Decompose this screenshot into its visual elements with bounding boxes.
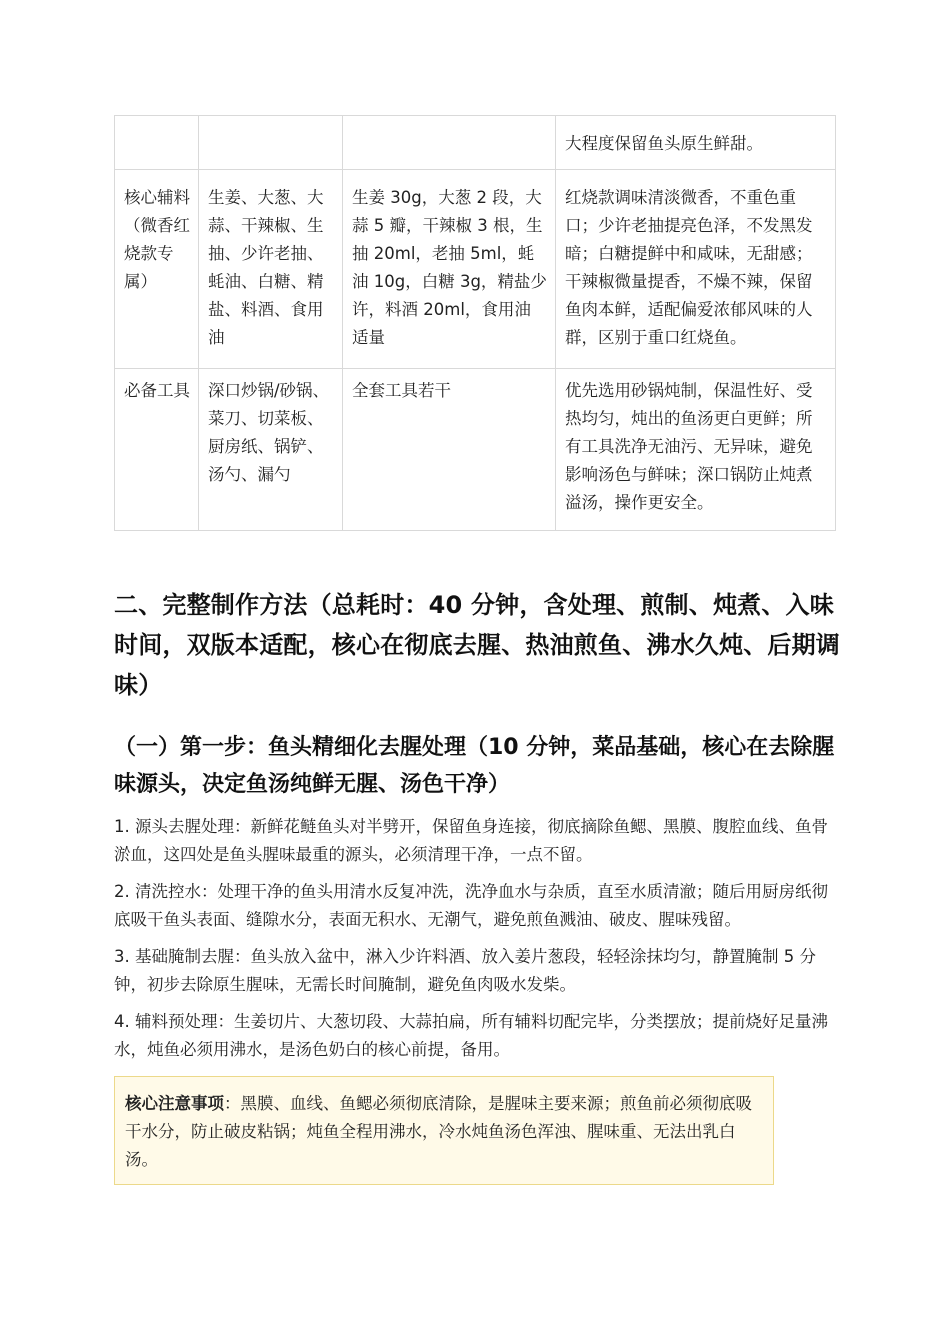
table-row [115,170,836,369]
table-row [115,116,836,170]
note-callout [114,1076,774,1185]
note-label: 核心注意事项 [125,1094,224,1113]
note-text: ：黑膜、血线、鱼鳃必须彻底清除，是腥味主要来源；煎鱼前必须彻底吸干水分，防止破皮粘锅；炖鱼全程用沸水，冷水炖鱼汤色浑浊、腥味重、无法出乳白汤。 [125,1094,752,1169]
step-heading: （一）第一步：鱼头精细化去腥处理（10 分钟，菜品基础，核心在去除腥味源头，决定鱼汤纯鲜无腥、汤色干净） [114,735,835,797]
table-cell: 生姜 30g，大葱 2 段，大蒜 5 瓣，干辣椒 3 根，生抽 20ml，老抽 5ml，蚝油 10g，白糖 3g，精盐少许，料酒 20ml，食用油适量 [343,170,556,369]
table-row [115,369,836,531]
table-cell [115,116,199,170]
list-item: 2. 清洗控水：处理干净的鱼头用清水反复冲洗，洗净血水与杂质，直至水质清澈；随后用厨房纸彻底吸干鱼头表面、缝隙水分，表面无积水、无潮气，避免煎鱼溅油、破皮、腥味残留。 [114,882,828,929]
section-heading: 二、完整制作方法（总耗时：40 分钟，含处理、煎制、炖煮、入味时间，双版本适配，核心在彻底去腥、热油煎鱼、沸水久炖、后期调味） [114,591,840,699]
table-cell: 大程度保留鱼头原生鲜甜。 [556,116,836,170]
step-list [114,813,844,1073]
table-cell: 核心辅料（微香红烧款专属） [115,170,199,369]
table-cell: 必备工具 [115,369,199,531]
table-cell [343,116,556,170]
list-item: 1. 源头去腥处理：新鲜花鲢鱼头对半劈开，保留鱼身连接，彻底摘除鱼鳃、黑膜、腹腔血线、鱼骨淤血，这四处是鱼头腥味最重的源头，必须清理干净，一点不留。 [114,817,828,864]
ingredients-table [114,115,836,531]
table-cell: 全套工具若干 [343,369,556,531]
table-cell: 深口炒锅/砂锅、菜刀、切菜板、厨房纸、锅铲、汤勺、漏勺 [199,369,343,531]
table-cell: 生姜、大葱、大蒜、干辣椒、生抽、少许老抽、蚝油、白糖、精盐、料酒、食用油 [199,170,343,369]
table-cell: 优先选用砂锅炖制，保温性好、受热均匀，炖出的鱼汤更白更鲜；所有工具洗净无油污、无异味，避免影响汤色与鲜味；深口锅防止炖煮溢汤，操作更安全。 [556,369,836,531]
list-item: 3. 基础腌制去腥：鱼头放入盆中，淋入少许料酒、放入姜片葱段，轻轻涂抹均匀，静置腌制 5 分钟，初步去除原生腥味，无需长时间腌制，避免鱼肉吸水发柴。 [114,947,816,994]
table-cell [199,116,343,170]
table-cell: 红烧款调味清淡微香，不重色重口；少许老抽提亮色泽，不发黑发暗；白糖提鲜中和咸味，无甜感；干辣椒微量提香，不燥不辣，保留鱼肉本鲜，适配偏爱浓郁风味的人群，区别于重口红烧鱼。 [556,170,836,369]
list-item: 4. 辅料预处理：生姜切片、大葱切段、大蒜拍扁，所有辅料切配完毕，分类摆放；提前烧好足量沸水，炖鱼必须用沸水，是汤色奶白的核心前提，备用。 [114,1012,828,1059]
